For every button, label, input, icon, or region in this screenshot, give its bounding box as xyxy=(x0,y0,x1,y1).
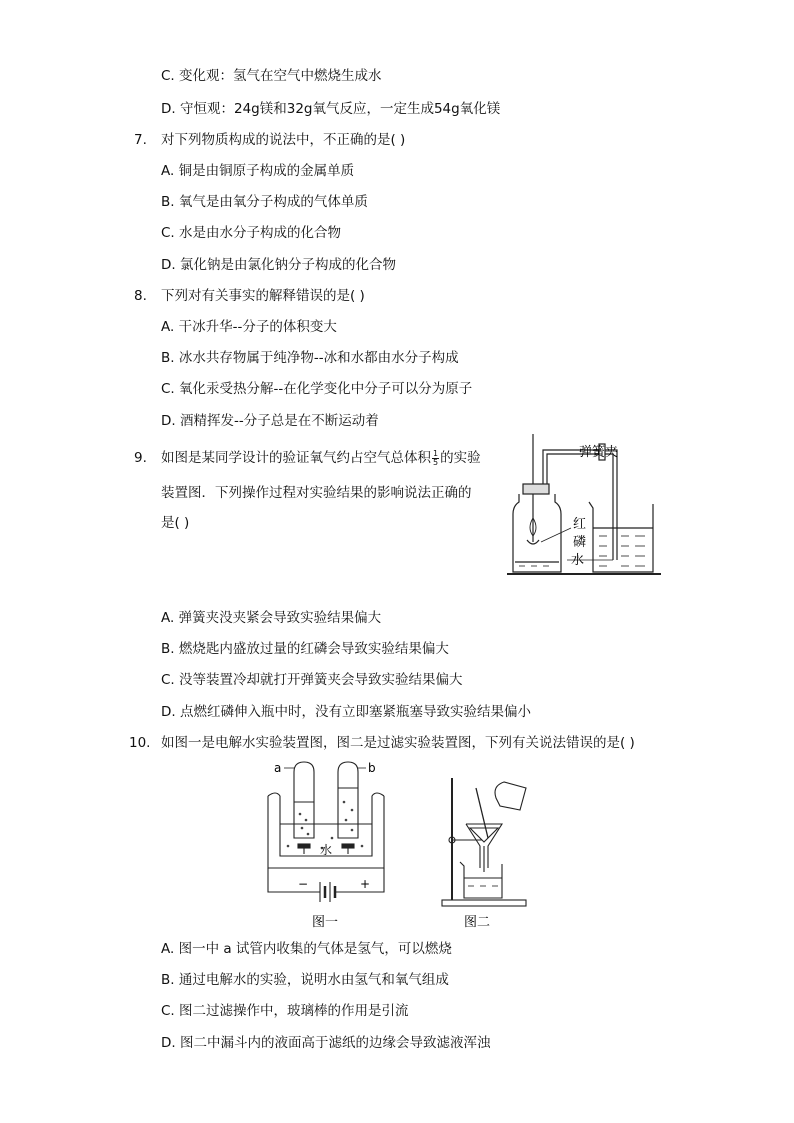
fraction-numerator: 1 xyxy=(433,448,439,458)
water-label-fig1: 水 xyxy=(320,843,333,857)
q8-option-a: A. 干冰升华--分子的体积变大 xyxy=(161,319,337,335)
positive-terminal-label: + xyxy=(360,877,371,891)
tube-b-label: b xyxy=(368,761,376,775)
q10-number: 10. xyxy=(129,735,151,751)
q7-number: 7. xyxy=(134,132,147,148)
q10-option-a: A. 图一中 a 试管内收集的气体是氢气，可以燃烧 xyxy=(161,941,452,957)
q10-option-b: B. 通过电解水的实验，说明水由氢气和氧气组成 xyxy=(161,972,449,988)
figure-two-caption: 图二 xyxy=(464,915,491,930)
q8-option-c: C. 氧化汞受热分解--在化学变化中分子可以分为原子 xyxy=(161,381,473,397)
oxygen-experiment-figure xyxy=(505,432,665,580)
fraction-one-fifth xyxy=(432,450,439,467)
electrolysis-figure xyxy=(262,758,392,933)
q9-option-b: B. 燃烧匙内盛放过量的红磷会导致实验结果偏大 xyxy=(161,641,449,657)
tube-a-label: a xyxy=(274,761,282,775)
q9-stem-post: 的实验 xyxy=(440,450,481,466)
q10-option-d: D. 图二中漏斗内的液面高于滤纸的边缘会导致滤液浑浊 xyxy=(161,1035,491,1051)
q6-option-c: C. 变化观：氢气在空气中燃烧生成水 xyxy=(161,68,382,84)
q9-stem-pre: 如图是某同学设计的验证氧气约占空气总体积 xyxy=(161,450,431,466)
fraction-denominator: 5 xyxy=(433,457,439,467)
filtration-figure xyxy=(438,768,532,933)
q8-stem: 下列对有关事实的解释错误的是( ) xyxy=(161,288,365,304)
q9-option-a: A. 弹簧夹没夹紧会导致实验结果偏大 xyxy=(161,610,382,626)
q9-stem-line3: 是( ) xyxy=(161,515,190,531)
q6-option-d: D. 守恒观：24g镁和32g氧气反应，一定生成54g氧化镁 xyxy=(161,101,501,117)
q7-option-a: A. 铜是由铜原子构成的金属单质 xyxy=(161,163,355,179)
q7-stem: 对下列物质构成的说法中，不正确的是( ) xyxy=(161,132,406,148)
q8-option-d: D. 酒精挥发--分子总是在不断运动着 xyxy=(161,413,379,429)
red-label: 红 xyxy=(573,517,587,532)
q10-stem: 如图一是电解水实验装置图，图二是过滤实验装置图，下列有关说法错误的是( ) xyxy=(161,735,635,751)
figure-one-caption: 图一 xyxy=(312,915,339,930)
q7-option-c: C. 水是由水分子构成的化合物 xyxy=(161,225,342,241)
q9-option-d: D. 点燃红磷伸入瓶中时，没有立即塞紧瓶塞导致实验结果偏小 xyxy=(161,704,531,720)
q7-option-d: D. 氯化钠是由氯化钠分子构成的化合物 xyxy=(161,257,396,273)
water-label: 水 xyxy=(571,553,585,568)
q7-option-b: B. 氧气是由氧分子构成的气体单质 xyxy=(161,194,368,210)
negative-terminal-label: − xyxy=(298,877,309,891)
q9-stem-line1 xyxy=(161,449,481,467)
clamp-label: 弹簧夹 xyxy=(579,445,619,460)
q9-number: 9. xyxy=(134,450,147,466)
q9-option-c: C. 没等装置冷却就打开弹簧夹会导致实验结果偏大 xyxy=(161,672,463,688)
q9-stem-line2: 装置图．下列操作过程对实验结果的影响说法正确的 xyxy=(161,485,472,501)
q8-number: 8. xyxy=(134,288,147,304)
q8-option-b: B. 冰水共存物属于纯净物--冰和水都由水分子构成 xyxy=(161,350,459,366)
phosphorus-label: 磷 xyxy=(573,535,587,550)
q10-option-c: C. 图二过滤操作中，玻璃棒的作用是引流 xyxy=(161,1003,409,1019)
